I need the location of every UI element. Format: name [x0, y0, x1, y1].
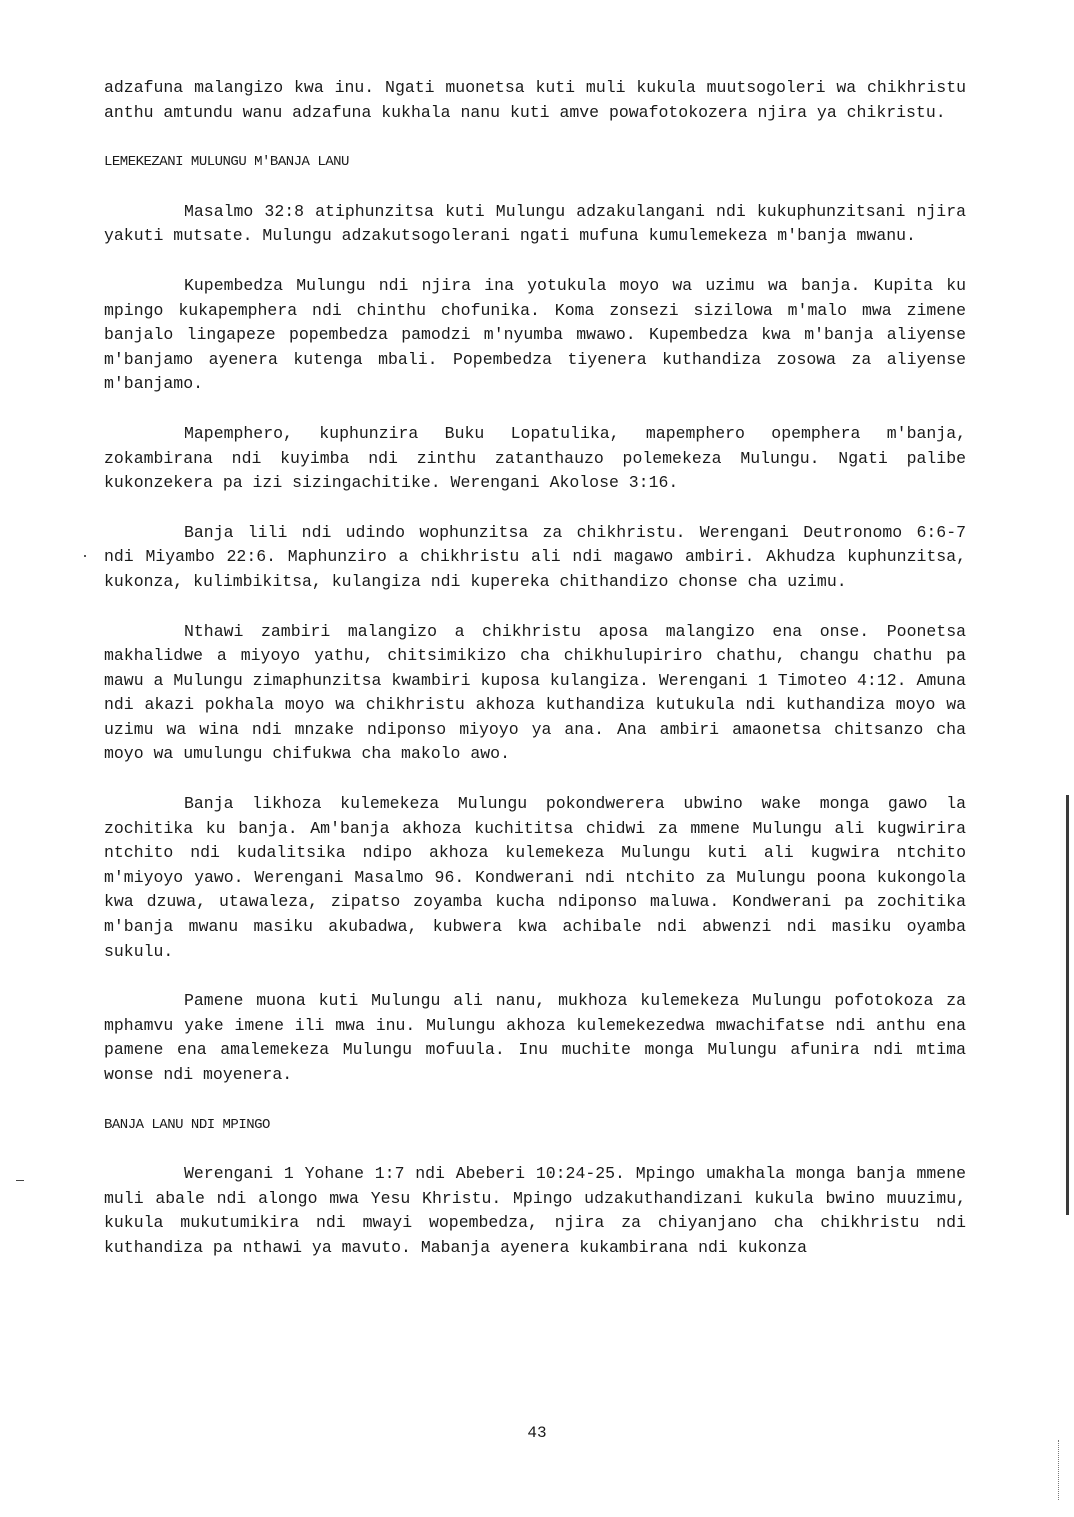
paragraph-intro: adzafuna malangizo kwa inu. Ngati muonetsa kuti muli kukula muutsogoleri wa chikhristu anthu amtundu wanu adzafuna kukhala nanu kuti amve powafotokozera njira ya chikristu. — [104, 78, 966, 122]
section-heading-banja-mpingo: BANJA LANU NDI MPINGO — [104, 1116, 270, 1133]
paragraph-pamene: Pamene muona kuti Mulungu ali nanu, mukhoza kulemekeza Mulungu pofotokoza za mphamvu yake imene ili mwa inu. Mulungu akhoza kulemekezedwa mwachifatse ndi anthu ena pamene ena amalemekeza Mulungu mofuula. Inu muchite monga Mulungu afunira ndi mtima wonse ndi moyenera. — [104, 991, 966, 1084]
document-page — [104, 76, 966, 1286]
paragraph-masalmo: Masalmo 32:8 atiphunzitsa kuti Mulungu adzakulangani ndi kukuphunzitsani njira yakuti mutsate. Mulungu adzakutsogolerani ngati mufuna kumulemekeza m'banja mwanu. — [104, 201, 966, 246]
margin-dot — [84, 555, 86, 557]
margin-mark — [16, 1180, 24, 1181]
section-heading-lemekezani: LEMEKEZANI MULUNGU M'BANJA LANU — [104, 154, 349, 171]
page-number: 43 — [527, 1424, 547, 1442]
paragraph-werengani-yohane: Werengani 1 Yohane 1:7 ndi Abeberi 10:24-25. Mpingo umakhala monga banja mmene muli abale ndi alongo mwa Yesu Khristu. Mpingo udzakuthandizani kukula bwino muuzimu, kukula mukutumikira ndi mwayi wopembedza, njira za chiyanjano cha chikhristu ndi kuthandiza pa nthawi ya mavuto. Mabanja ayenera kukambirana ndi kukonza — [104, 1164, 966, 1257]
paragraph-banja-lemekeza: Banja likhoza kulemekeza Mulungu pokondwerera ubwino wake monga gawo la zochitika ku banja. Am'banja akhoza kuchititsa chidwi za mmene Mulungu ali kugwirira ntchito ndi kudalitsika ndipo akhoza kulemekeza Mulungu kuti ali kugwira ntchito m'miyoyo yawo. Werengani Masalmo 96. Kondwerani ndi ntchito za Mulungu poona kukongola kwa dzuwa, utawaleza, zipatso zoyamba kucha ndiponso maluwa. Kondwerani pa zochitika m'banja mwanu masiku akubadwa, kubwera kwa achibale ndi abwenzi ndi masiku oyamba sukulu. — [104, 794, 966, 961]
paragraph-nthawi: Nthawi zambiri malangizo a chikhristu aposa malangizo ena onse. Poonetsa makhalidwe a miyoyo yathu, chitsimikizo cha chikhulupiriro chathu, changu chathu pa mawu a Mulungu zimaphunzitsa kwambiri kuposa kulangiza. Werengani 1 Timoteo 4:12. Amuna ndi akazi pokhala moyo wa chikhristu akhoza kuthandiza kutukula ndi kuthandiza moyo wa uzimu wa wina ndi mnzake ndiponso miyoyo ya ana. Ana ambiri amaonetsa chitsanzo cha moyo wa umulungu chifukwa cha makolo awo. — [104, 621, 966, 764]
scan-edge-line — [1066, 795, 1069, 1215]
scan-edge-dotted-line — [1058, 1440, 1060, 1500]
paragraph-mapemphero: Mapemphero, kuphunzira Buku Lopatulika, mapemphero opemphera m'banja, zokambirana ndi kuyimba ndi zinthu zatanthauzo polemekeza Mulungu. Ngati palibe kukonzekera pa izi sizingachitike. Werengani Akolose 3:16. — [104, 423, 966, 493]
paragraph-kupembedza: Kupembedza Mulungu ndi njira ina yotukula moyo wa uzimu wa banja. Kupita ku mpingo kukapemphera ndi chinthu chofunika. Koma zonsezi sizilowa m'malo mwa zimene banjalo lingapeze popembedza pamodzi m'nyumba mwawo. Kupembedza kwa m'banja aliyense m'banjamo ayenera kutenga mbali. Popembedza tiyenera kuthandiza zosowa za aliyense m'banjamo. — [104, 275, 966, 394]
paragraph-banja-udindo: Banja lili ndi udindo wophunzitsa za chikhristu. Werengani Deutronomo 6:6-7 ndi Miyambo 22:6. Maphunziro a chikhristu ali ndi magawo ambiri. Akhudza kuphunzitsa, kukonza, kulimbikitsa, kulangiza ndi kupereka chithandizo chonse cha uzimu. — [104, 522, 966, 591]
